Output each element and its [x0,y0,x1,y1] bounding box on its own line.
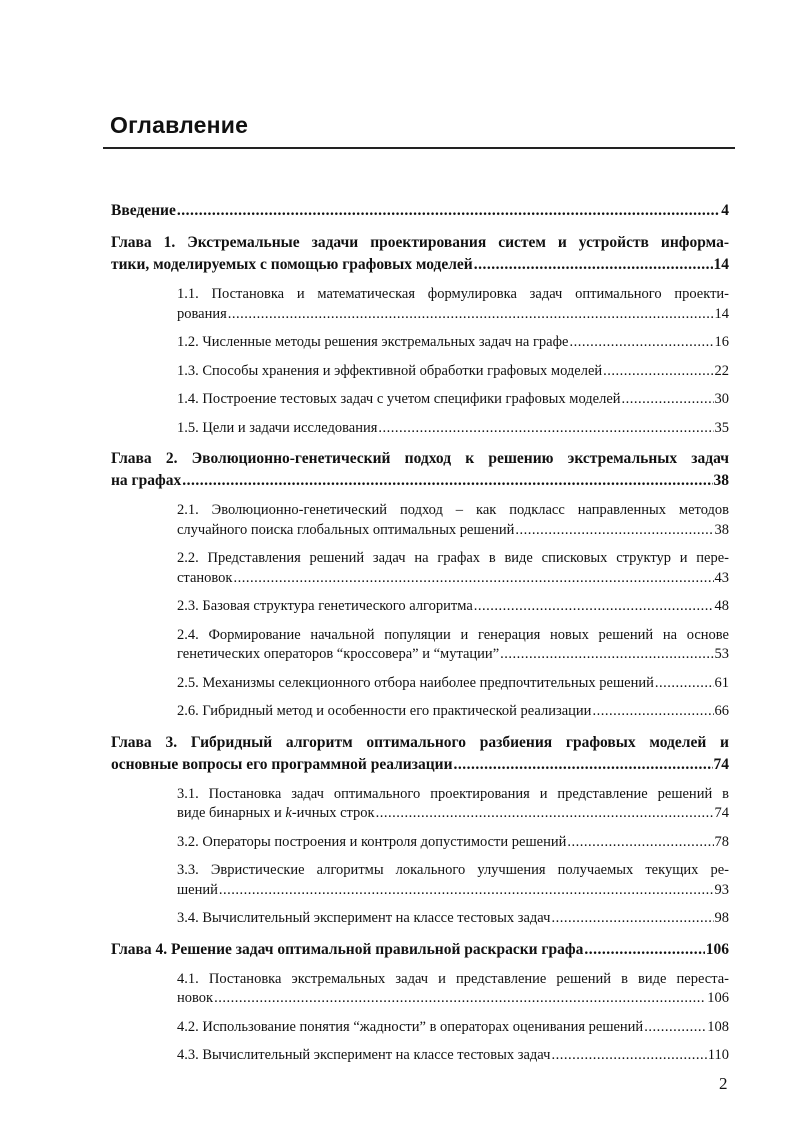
toc-page-number: 98 [714,910,729,926]
dot-leader [551,909,713,929]
dot-leader [655,674,714,694]
toc-entry-line: Глава 2. Эволюционно-генетический подход к решению экстремальных задач [111,450,729,467]
toc-section[interactable] [177,833,729,853]
toc-entry-title: основные вопросы его программной реализации [111,755,453,773]
toc-section[interactable] [177,674,729,694]
toc-entry-title: 1.4. Построение тестовых задач с учетом специфики графовых моделей [177,391,621,407]
dot-leader [214,989,706,1009]
dot-leader [474,597,714,617]
dot-leader [474,254,713,276]
dot-leader [603,362,713,382]
toc-entry-title: 2.6. Гибридный метод и особенности его практической реализации [177,703,592,719]
toc-entry-title: 2.5. Механизмы селекционного отбора наиболее предпочтительных решений [177,674,654,691]
page-title: Оглавление [110,112,249,138]
toc-entry-line: Глава 1. Экстремальные задачи проектирования систем и устройств информа- [111,234,729,251]
dot-leader [592,702,713,722]
toc-entry-title: 1.3. Способы хранения и эффективной обработки графовых моделей [177,362,603,379]
title-divider [103,147,735,149]
toc-entry-title: Глава 4. Решение задач оптимальной правильной раскраски графа [111,940,584,958]
dot-leader [454,754,713,776]
toc-section[interactable] [177,1018,729,1038]
dot-leader [219,881,714,901]
toc-section[interactable] [177,785,729,824]
dot-leader [567,833,713,853]
toc-entry-title: 1.2. Численные методы решения экстремальных задач на графе [177,334,569,350]
toc-page-number: 74 [714,805,729,821]
toc-entry-title: 4.3. Вычислительный эксперимент на классе тестовых задач [177,1047,551,1063]
toc-section[interactable] [177,702,729,722]
dot-leader [500,645,713,665]
toc-entry-title: 4.2. Использование понятия “жадности” в операторах оценивания решений [177,1018,644,1035]
toc-entry-title: на графах [111,472,182,489]
toc-page-number: 66 [714,703,729,719]
toc-chapter[interactable] [111,200,729,222]
toc-section[interactable] [177,501,729,540]
dot-leader [378,419,713,439]
toc-section[interactable] [177,1046,729,1066]
toc-section[interactable] [177,362,729,382]
toc-entry-line: Глава 3. Гибридный алгоритм оптимального разбиения графовых моделей и [111,733,729,751]
toc-entry-line: 3.3. Эвристические алгоритмы локального улучшения получаемых текущих ре- [177,862,729,878]
toc-entry-line: 2.2. Представления решений задач на графах в виде списковых структур и пере- [177,550,729,566]
toc-section[interactable] [177,861,729,900]
dot-leader [233,569,713,589]
toc-section[interactable] [177,333,729,353]
toc-entry-title: 3.2. Операторы построения и контроля допустимости решений [177,833,567,850]
toc-section[interactable] [177,909,729,929]
toc-page-number: 48 [714,598,729,614]
toc-page-number: 78 [714,833,729,850]
dot-leader [551,1046,706,1066]
toc-entry-line: 3.1. Постановка задач оптимального проектирования и представление решений в [177,785,729,802]
toc-page-number: 38 [713,472,729,489]
toc-section[interactable] [177,390,729,410]
toc-page-number: 22 [714,362,729,379]
toc-section[interactable] [177,626,729,665]
toc-entry-title: 1.5. Цели и задачи исследования [177,419,378,436]
page-number: 2 [719,1074,728,1093]
toc-page-number: 4 [721,202,729,219]
toc-page-number: 53 [714,646,729,662]
toc-chapter[interactable] [111,939,729,961]
dot-leader [376,804,714,824]
toc-entry-title: рования [177,305,227,322]
dot-leader [515,521,713,541]
toc-page-number: 108 [707,1018,729,1035]
toc-page-number: 16 [714,334,729,350]
toc-entry-title: генетических операторов “кроссовера” и “мутации” [177,646,500,662]
toc-chapter[interactable] [111,448,729,492]
toc-page-number: 110 [707,1047,729,1063]
toc-section[interactable] [177,419,729,439]
toc-page-number: 35 [714,419,729,436]
toc-entry-title: тики, моделируемых с помощью графовых моделей [111,256,473,273]
toc-entry-title: новок [177,990,214,1006]
toc-entry-line: 4.1. Постановка экстремальных задач и представление решений в виде переста- [177,970,729,987]
toc-entry-line: 1.1. Постановка и математическая формулировка задач оптимального проекти- [177,286,729,302]
toc-page-number: 93 [714,881,729,898]
toc-entry-title: виде бинарных и k-ичных строк [177,805,375,821]
toc-page-number: 43 [714,569,729,586]
toc-page-number: 74 [713,755,729,773]
toc-page-number: 106 [707,990,729,1006]
toc-page-number: 61 [714,674,729,691]
table-of-contents [111,200,729,1066]
toc-entry-title: случайного поиска глобальных оптимальных решений [177,521,515,538]
toc-entry-title: 3.4. Вычислительный эксперимент на классе тестовых задач [177,910,551,926]
toc-entry-title: Введение [111,202,176,219]
toc-page-number: 30 [714,391,729,407]
toc-page-number: 106 [705,940,729,958]
toc-entry-title: шений [177,881,218,898]
toc-entry-title: становок [177,569,233,586]
toc-section[interactable] [177,597,729,617]
toc-chapter[interactable] [111,232,729,276]
dot-leader [644,1018,706,1038]
toc-entry-line: 2.4. Формирование начальной популяции и генерация новых решений на основе [177,626,729,643]
dot-leader [584,939,704,961]
toc-page-number: 38 [714,521,729,538]
toc-page-number: 14 [713,256,729,273]
dot-leader [177,200,720,222]
toc-entry-title: 2.3. Базовая структура генетического алгоритма [177,598,473,614]
toc-section[interactable] [177,549,729,588]
dot-leader [622,390,714,410]
toc-section[interactable] [177,285,729,324]
dot-leader [569,333,713,353]
toc-entry-line: 2.1. Эволюционно-генетический подход – как подкласс направленных методов [177,502,729,518]
dot-leader [228,305,714,325]
toc-section[interactable] [177,970,729,1009]
toc-page-number: 14 [714,305,729,322]
dot-leader [182,470,712,492]
toc-chapter[interactable] [111,732,729,776]
